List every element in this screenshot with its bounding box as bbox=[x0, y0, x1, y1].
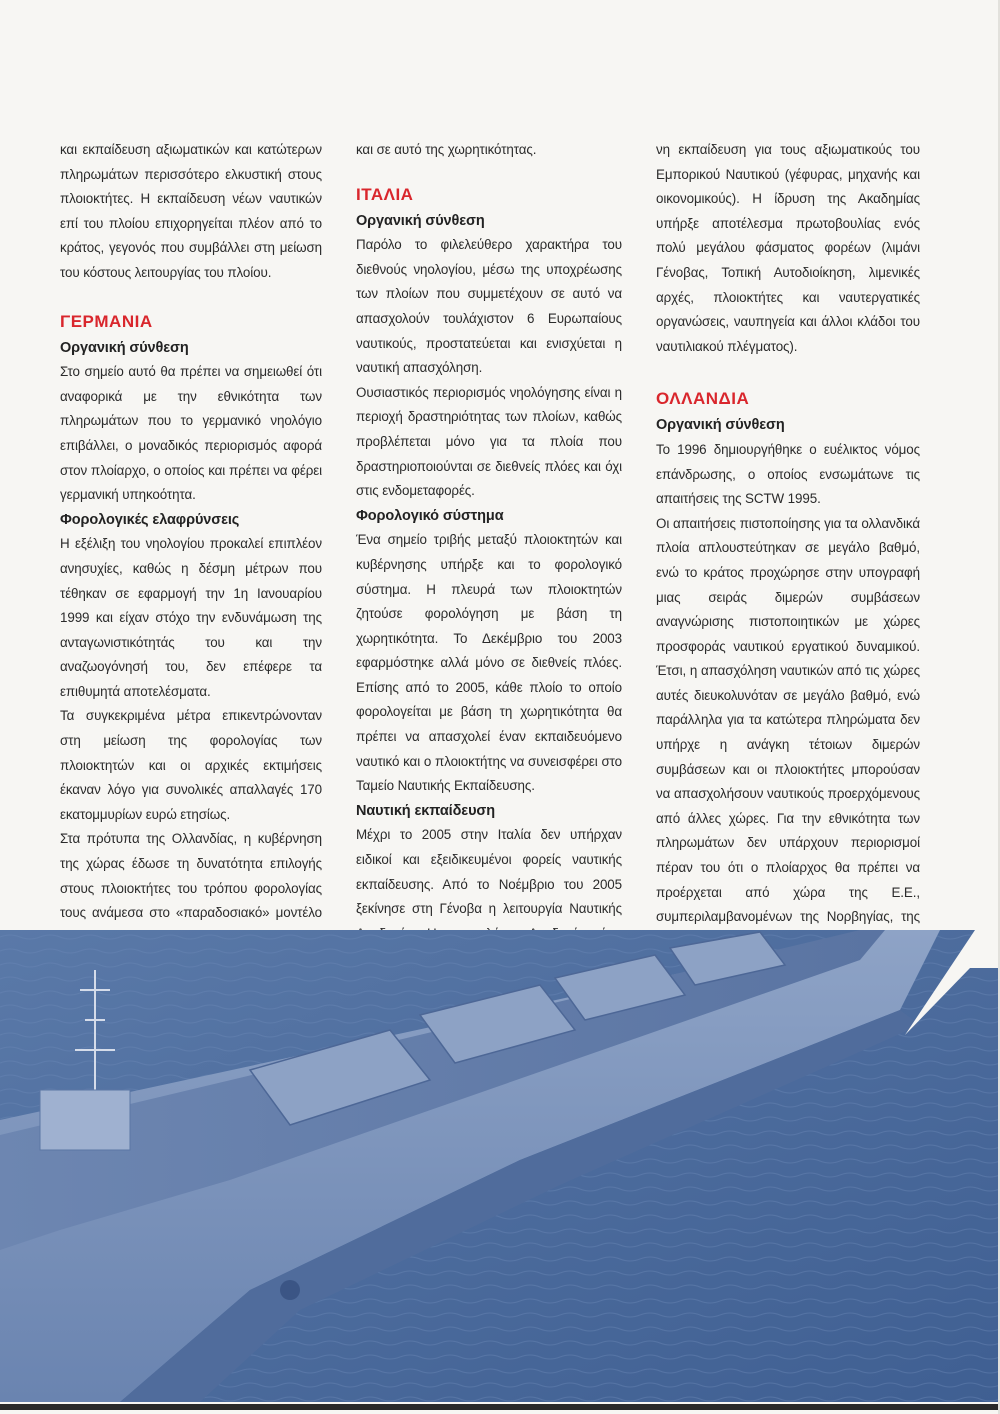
subheading-maritime-education: Ναυτική εκπαίδευση bbox=[356, 802, 495, 819]
paragraph: Μέχρι το 2005 στην Ιταλία δεν υπήρχαν ειδικοί και εξειδικευμένοι φορείς ναυτικής εκπαίδευσης. Από το Νοέμβριο του 2005 ξεκίνησε στη Γένοβα η λειτουργία Ναυτικής bbox=[356, 827, 622, 917]
paragraph: Η εξέλιξη του νηολογίου προκαλεί επιπλέον ανησυχίες, καθώς η δέσμη μέτρων που τέθηκαν σε εφαρμογή την 1η Ιανουαρίου 1999 και είχαν στόχο την ενδυνάμωση της ανταγωνιστικότητάς του και την αναζωογόνησή του, δεν επέφερε τα επιθυμητά αποτελέσματα. bbox=[60, 536, 322, 699]
heading-germany: ΓΕΡΜΑΝΙΑ bbox=[60, 311, 153, 331]
heading-italy: ΙΤΑΛΙΑ bbox=[356, 184, 414, 204]
paragraph: Στο σημείο αυτό θα πρέπει να σημειωθεί ότι αναφορικά με την εθνικότητα των πληρωμάτων που το γερμανικό νηολόγιο επιβάλλει, ο μοναδικός περιορισμός αφορά στον πλοίαρχο, ο οποίος και πρέπει να φέρει γερμανική υπηκοότητα. bbox=[60, 364, 322, 503]
paragraph: Το 1996 δημιουργήθηκε ο ευέλικτος νόμος επάνδρωσης, ο οποίος ενσωμάτωνε τις απαιτήσεις της SCTW 1995. bbox=[656, 441, 920, 507]
paragraph: Ουσιαστικός περιορισμός νηολόγησης είναι η περιοχή δραστηριότητας των πλοίων, καθώς προβλέπεται μόνο για τα πλοία που δραστηριοποιούνται σε διεθνείς πλόες και όχι στις ενδομεταφορές. bbox=[356, 384, 622, 499]
col1-intro: και εκπαίδευση αξιωματικών και κατώτερων πληρωμάτων περισσότερο ελκυστική στους πλοιοκτήτες. Η εκπαίδευση νέων ναυτικών επί του πλοίου επιχορηγείται πλέον από το κράτος, γεγονός που συμβάλλει στη μείωση του κόστους λειτουργίας του πλοίου. bbox=[60, 142, 322, 280]
column-2 bbox=[356, 138, 622, 971]
paragraph: Οι απαιτήσεις πιστοποίησης για τα ολλανδικά πλοία απλουστεύτηκαν σε μεγάλο βαθμό, ενώ το κράτος προχώρησε στην υπογραφή μιας σειράς διμερών συμβάσεων αναγνώρισης πιστοποιητικών με χώρες προσφοράς ναυτικού εργατικού δυναμικού. Έτσι, η απασχόληση ναυτικών από τις χώρες αυτές διευκολυνόταν σε μεγάλο βαθμό, ενώ παράλληλα για τα κατώτερα πληρώματα δεν υπήρχε η ανάγκη τέτοιων διμερών συμβάσεων και οι πλοιοκτήτες μπορούσαν να απασχολήσουν ναυτικούς προερχόμενους από άλλες χώρες. Για την εθνικότητα των πληρωμάτων δεν υπάρχουν περιορισμοί πέραν του ότι ο πλοίαρχος θα πρέπει να προέρχεται από χώρα της Ε.Ε., συμπεριλαμβανομένων της Νορβηγίας, της bbox=[656, 515, 920, 925]
paragraph: Τα συγκεκριμένα μέτρα επικεντρώνονταν στη μείωση της φορολογίας των πλοιοκτητών και οι αρχικές εκτιμήσεις έκαναν λόγο για συνολικές απαλλαγές 170 εκατομμυρίων ευρώ ετησίως. bbox=[60, 708, 322, 822]
subheading-organic-composition: Οργανική σύνθεση bbox=[656, 417, 785, 434]
column-1 bbox=[60, 138, 322, 950]
ship-illustration bbox=[0, 930, 1000, 1402]
bottom-rule bbox=[0, 1404, 1000, 1410]
subheading-tax-system: Φορολογικό σύστημα bbox=[356, 507, 504, 524]
subheading-tax-relief: Φορολογικές ελαφρύνσεις bbox=[60, 511, 240, 528]
paragraph: Ένα σημείο τριβής μεταξύ πλοιοκτητών και κυβέρνησης υπήρξε και το φορολογικό σύστημα. Η πλευρά των πλοιοκτητών ζητούσε φορολόγηση με βάση τη χωρητικότητα. Το Δεκέμβριο του 2003 εφαρμόστηκε αλλά μόνο σε διεθνείς πλόες. Επίσης από το 2005, κάθε πλοίο το οποίο φορολογείται με βάση τη χωρητικότητα θα πρέπει να απασχολεί έναν εκπαιδευόμενο ναυτικό και ο πλοιοκτήτης να συνεισφέρει στο Ταμείο Ναυτικής Εκπαίδευσης. bbox=[356, 532, 622, 794]
ship-photo bbox=[0, 930, 1000, 1402]
col2-intro: και σε αυτό της χωρητικότητας. bbox=[356, 142, 537, 157]
subheading-organic-composition: Οργανική σύνθεση bbox=[60, 339, 189, 356]
col3-intro: νη εκπαίδευση για τους αξιωματικούς του Εμπορικού Ναυτικού (γέφυρας, μηχανής και οικονομικούς). Η ίδρυση της Ακαδημίας υπήρξε αποτέλεσμα πρωτοβουλίας ενός πολύ μεγάλου φάσματος φορέων (λιμάνι Γένοβας, Τοπική Αυτοδιοίκηση, λιμενικές αρχές, πλοιοκτήτες και ναυτεργατικές οργανώσεις, ναυπηγεία και άλλοι κλάδοι του ναυτιλιακού πλέγματος). bbox=[656, 142, 920, 354]
heading-netherlands: ΟΛΛΑΝΔΙΑ bbox=[656, 389, 750, 409]
column-3 bbox=[656, 138, 920, 954]
paragraph: Παρόλο το φιλελεύθερο χαρακτήρα του διεθνούς νηολογίου, μέσω της υποχρέωσης των πλοίων που συμμετέχουν σε αυτό να απασχολούν τουλάχιστον 6 Ευρωπαίους ναυτικούς, προστατεύεται και ενισχύεται η ναυτική απασχόληση. bbox=[356, 237, 622, 376]
paragraph: Στα πρότυπα της Ολλανδίας, η κυβέρνηση της χώρας έδωσε τη δυνατότητα επιλογής στους πλοιοκτήτες του τρόπου φορολογίας τους ανάμεσα στο «παραδοσιακό» μοντέλο bbox=[60, 831, 322, 921]
subheading-organic-composition: Οργανική σύνθεση bbox=[356, 212, 485, 229]
